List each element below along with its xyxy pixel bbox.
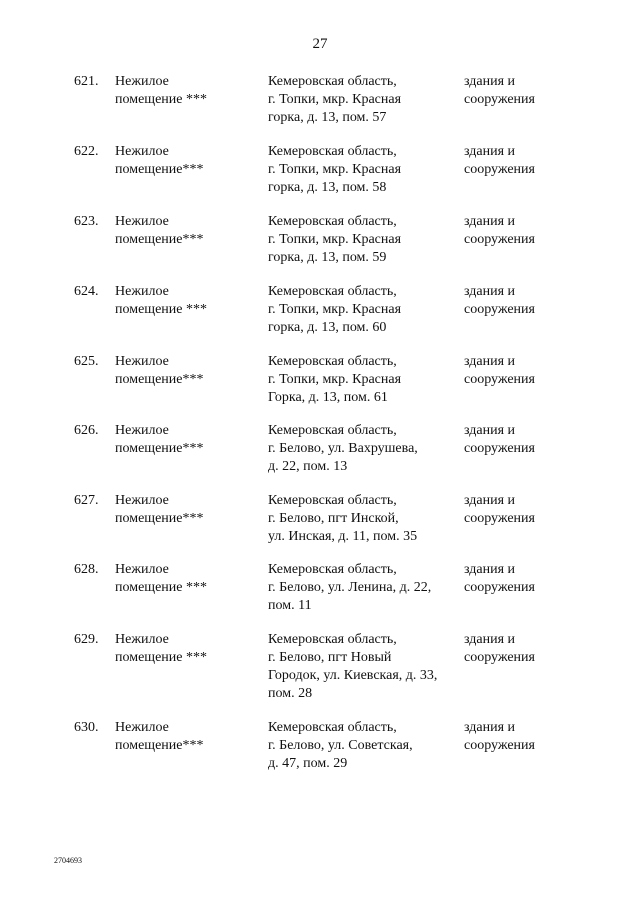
property-type — [115, 422, 255, 458]
property-category — [464, 561, 614, 597]
entry-number: 628. — [74, 562, 99, 577]
property-address — [268, 143, 463, 197]
property-address-line: горка, д. 13, пом. 58 — [268, 180, 387, 195]
property-address-line: пом. 11 — [268, 598, 312, 613]
property-type-line: Нежилое — [115, 74, 169, 89]
property-type — [115, 283, 255, 319]
property-address-line: г. Топки, мкр. Красная — [268, 162, 402, 177]
property-type-line: Нежилое — [115, 144, 169, 159]
property-address-line: Кемеровская область, — [268, 562, 397, 577]
property-address-line: Кемеровская область, — [268, 144, 397, 159]
document-id: 2704693 — [54, 856, 82, 865]
property-type-line: помещение*** — [115, 441, 204, 456]
property-category — [464, 283, 614, 319]
entry-number: 630. — [74, 720, 99, 735]
property-address-line: д. 22, пом. 13 — [268, 459, 348, 474]
property-type — [115, 631, 255, 667]
page-number: 27 — [312, 36, 328, 52]
property-category — [464, 422, 614, 458]
property-address — [268, 73, 463, 127]
property-type-line: помещение*** — [115, 232, 204, 247]
property-type-line: помещение *** — [115, 580, 207, 595]
property-address-line: пом. 28 — [268, 686, 313, 701]
property-type — [115, 492, 255, 528]
property-type-line: Нежилое — [115, 284, 169, 299]
entry-number: 626. — [74, 423, 99, 438]
property-category — [464, 353, 614, 389]
property-category-line: сооружения — [464, 580, 535, 595]
property-address-line: ул. Инская, д. 11, пом. 35 — [268, 529, 418, 544]
property-category-line: сооружения — [464, 372, 535, 387]
property-address-line: Городок, ул. Киевская, д. 33, — [268, 668, 438, 683]
property-type-line: помещение *** — [115, 92, 207, 107]
property-category-line: сооружения — [464, 441, 535, 456]
entry-number: 621. — [74, 74, 99, 89]
property-address-line: горка, д. 13, пом. 59 — [268, 250, 387, 265]
property-category-line: здания и — [464, 144, 516, 159]
property-address-line: г. Белово, пгт Инской, — [268, 511, 399, 526]
property-category-line: здания и — [464, 354, 516, 369]
property-category-line: здания и — [464, 214, 516, 229]
property-address-line: Кемеровская область, — [268, 284, 397, 299]
property-address — [268, 213, 463, 267]
property-type-line: помещение *** — [115, 302, 207, 317]
property-address-line: г. Белово, ул. Ленина, д. 22, — [268, 580, 432, 595]
entry-number: 622. — [74, 144, 99, 159]
property-type-line: Нежилое — [115, 493, 169, 508]
property-address-line: д. 47, пом. 29 — [268, 756, 348, 771]
property-type-line: Нежилое — [115, 632, 169, 647]
property-category-line: сооружения — [464, 302, 535, 317]
property-address-line: г. Белово, ул. Советская, — [268, 738, 413, 753]
property-type-line: помещение*** — [115, 162, 204, 177]
property-category — [464, 213, 614, 249]
property-category-line: сооружения — [464, 232, 535, 247]
property-address — [268, 492, 463, 546]
property-category-line: здания и — [464, 284, 516, 299]
property-type-line: Нежилое — [115, 214, 169, 229]
property-category — [464, 73, 614, 109]
property-type-line: Нежилое — [115, 562, 169, 577]
property-type — [115, 73, 255, 109]
property-category-line: сооружения — [464, 162, 535, 177]
property-address-line: г. Топки, мкр. Красная — [268, 232, 402, 247]
property-category — [464, 631, 614, 667]
property-type — [115, 353, 255, 389]
property-address-line: г. Белово, ул. Вахрушева, — [268, 441, 418, 456]
property-type — [115, 143, 255, 179]
property-address-line: Горка, д. 13, пом. 61 — [268, 390, 388, 405]
property-address — [268, 719, 463, 773]
entry-number: 624. — [74, 284, 99, 299]
property-address-line: Кемеровская область, — [268, 493, 397, 508]
entry-number: 625. — [74, 354, 99, 369]
property-address — [268, 353, 463, 407]
property-address-line: Кемеровская область, — [268, 423, 397, 438]
property-address-line: Кемеровская область, — [268, 74, 397, 89]
property-type-line: помещение*** — [115, 372, 204, 387]
property-type — [115, 561, 255, 597]
property-address — [268, 422, 463, 476]
property-address-line: Кемеровская область, — [268, 632, 397, 647]
property-address-line: Кемеровская область, — [268, 720, 397, 735]
property-category — [464, 492, 614, 528]
entry-number: 629. — [74, 632, 99, 647]
property-address — [268, 283, 463, 337]
entry-number: 623. — [74, 214, 99, 229]
property-address-line: Кемеровская область, — [268, 214, 397, 229]
property-type-line: Нежилое — [115, 720, 169, 735]
property-type-line: помещение*** — [115, 511, 204, 526]
property-address-line: г. Белово, пгт Новый — [268, 650, 392, 665]
property-category-line: здания и — [464, 720, 516, 735]
property-category-line: сооружения — [464, 511, 535, 526]
property-address-line: г. Топки, мкр. Красная — [268, 92, 402, 107]
property-address-line: г. Топки, мкр. Красная — [268, 302, 402, 317]
property-category — [464, 143, 614, 179]
property-category-line: здания и — [464, 493, 516, 508]
property-category-line: здания и — [464, 632, 516, 647]
property-category — [464, 719, 614, 755]
property-address — [268, 561, 463, 615]
property-address — [268, 631, 463, 703]
property-type-line: помещение*** — [115, 738, 204, 753]
property-address-line: горка, д. 13, пом. 60 — [268, 320, 387, 335]
property-type-line: помещение *** — [115, 650, 207, 665]
property-address-line: Кемеровская область, — [268, 354, 397, 369]
property-type-line: Нежилое — [115, 354, 169, 369]
property-category-line: здания и — [464, 74, 516, 89]
property-type — [115, 213, 255, 249]
property-category-line: здания и — [464, 423, 516, 438]
property-category-line: сооружения — [464, 92, 535, 107]
property-type-line: Нежилое — [115, 423, 169, 438]
property-type — [115, 719, 255, 755]
property-category-line: сооружения — [464, 738, 535, 753]
entry-number: 627. — [74, 493, 99, 508]
property-address-line: горка, д. 13, пом. 57 — [268, 110, 387, 125]
property-category-line: сооружения — [464, 650, 535, 665]
property-category-line: здания и — [464, 562, 516, 577]
property-address-line: г. Топки, мкр. Красная — [268, 372, 402, 387]
